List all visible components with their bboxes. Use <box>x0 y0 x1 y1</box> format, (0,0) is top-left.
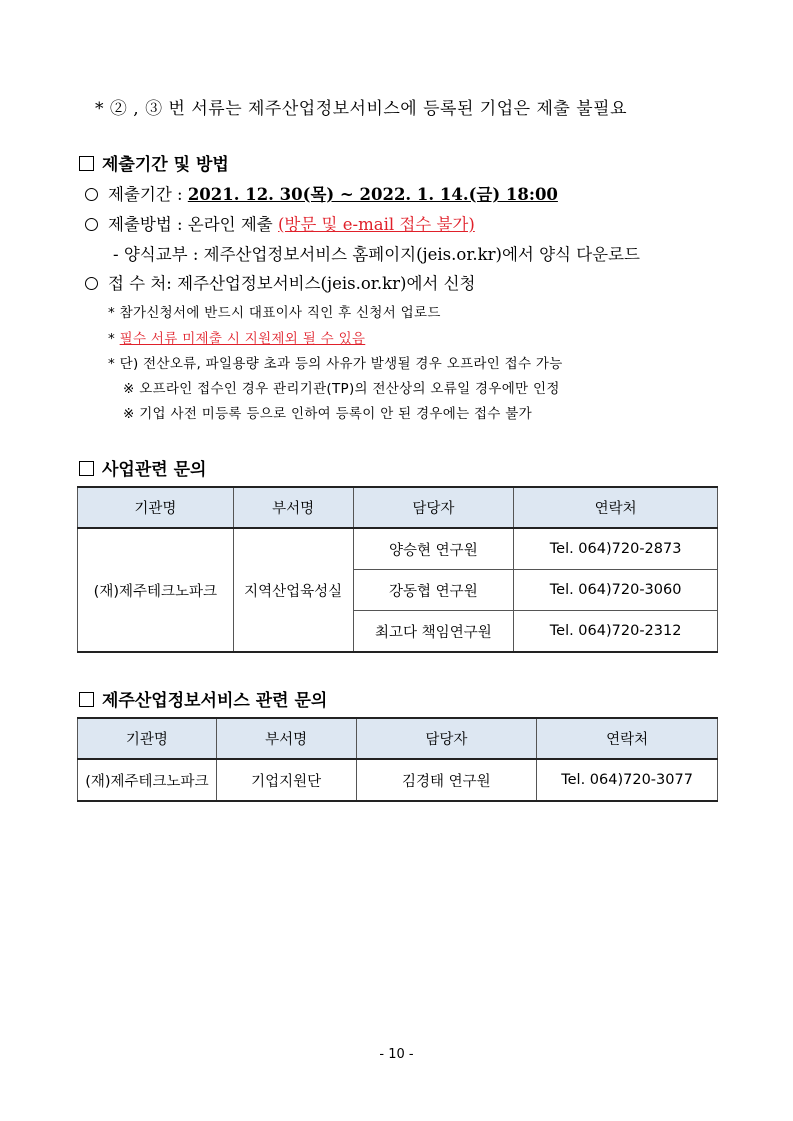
period-line <box>85 181 558 205</box>
header-dept: 부서명 <box>216 718 356 759</box>
receipt-text: 접 수 처: 제주산업정보서비스(jeis.or.kr)에서 신청 <box>108 274 476 293</box>
period-label: 제출기간 : <box>108 185 188 204</box>
header-person: 담당자 <box>353 487 514 528</box>
method-label: 제출방법 : 온라인 제출 <box>108 215 278 234</box>
header-contact: 연락처 <box>514 487 718 528</box>
org-cell: (재)제주테크노파크 <box>78 528 234 652</box>
jeis-contact-table <box>77 717 718 802</box>
header-person: 담당자 <box>356 718 537 759</box>
dept-cell: 기업지원단 <box>216 759 356 801</box>
table-row <box>78 759 718 801</box>
note-1: * 참가신청서에 반드시 대표이사 직인 후 신청서 업로드 <box>108 305 441 321</box>
business-contact-table <box>77 486 718 653</box>
note-2-red: 필수 서류 미제출 시 지원제외 될 수 있음 <box>119 331 366 347</box>
dept-cell: 지역산업육성실 <box>233 528 353 652</box>
checkbox-square-icon <box>79 461 94 476</box>
person-cell: 최고다 책임연구원 <box>353 611 514 653</box>
circle-bullet-icon <box>85 277 98 290</box>
circle-bullet-icon <box>85 218 98 231</box>
contact-cell: Tel. 064)720-2312 <box>514 611 718 653</box>
header-org: 기관명 <box>78 487 234 528</box>
table-header-row <box>78 487 718 528</box>
period-value: 2021. 12. 30(목) ~ 2022. 1. 14.(금) 18:00 <box>187 185 558 204</box>
note-2-star: * <box>108 331 120 347</box>
header-dept: 부서명 <box>233 487 353 528</box>
person-cell: 강동협 연구원 <box>353 570 514 611</box>
note-2 <box>108 327 365 347</box>
method-line <box>85 211 475 235</box>
note-5: ※ 기업 사전 미등록 등으로 인하여 등록이 안 된 경우에는 접수 불가 <box>123 406 532 422</box>
section-title-text: 제주산업정보서비스 관련 문의 <box>102 691 328 711</box>
contact-cell: Tel. 064)720-3077 <box>537 759 718 801</box>
person-cell: 양승현 연구원 <box>353 528 514 570</box>
page-number: - 10 - <box>379 1047 414 1062</box>
section-title-text: 제출기간 및 방법 <box>102 155 229 175</box>
section-title-submission <box>79 150 229 175</box>
contact-cell: Tel. 064)720-2873 <box>514 528 718 570</box>
receipt-line <box>85 270 475 294</box>
form-line: - 양식교부 : 제주산업정보서비스 홈페이지(jeis.or.kr)에서 양식 다운로드 <box>113 245 640 264</box>
method-note: (방문 및 e-mail 접수 불가) <box>278 215 475 234</box>
circle-bullet-icon <box>85 188 98 201</box>
section-title-text: 사업관련 문의 <box>102 460 207 480</box>
header-contact: 연락처 <box>537 718 718 759</box>
note-4: ※ 오프라인 접수인 경우 관리기관(TP)의 전산상의 오류일 경우에만 인정 <box>123 381 560 397</box>
person-cell: 김경태 연구원 <box>356 759 537 801</box>
header-org: 기관명 <box>78 718 217 759</box>
checkbox-square-icon <box>79 156 94 171</box>
section-title-jeis <box>79 686 327 711</box>
org-cell: (재)제주테크노파크 <box>78 759 217 801</box>
section-title-business <box>79 455 206 480</box>
checkbox-square-icon <box>79 692 94 707</box>
table-row <box>78 528 718 570</box>
contact-cell: Tel. 064)720-3060 <box>514 570 718 611</box>
top-note: * ② , ③ 번 서류는 제주산업정보서비스에 등록된 기업은 제출 불필요 <box>95 99 627 119</box>
table-header-row <box>78 718 718 759</box>
note-3: * 단) 전산오류, 파일용량 초과 등의 사유가 발생될 경우 오프라인 접수 가능 <box>108 356 563 372</box>
